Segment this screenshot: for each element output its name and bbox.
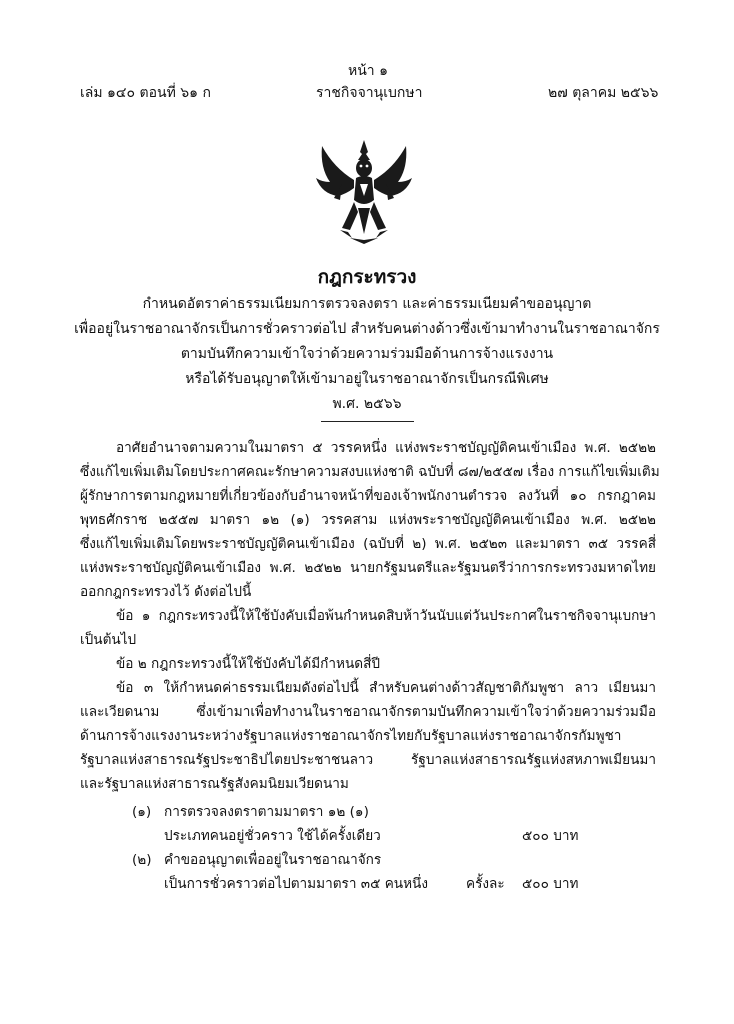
fee-item-per: ครั้งละ xyxy=(466,876,505,892)
clause-1-line: ข้อ ๑ กฎกระทรวงนี้ให้ใช้บังคับเมื่อพ้นกำหนดสิบห้าวันนับแต่วันประกาศในราชกิจจานุเบกษา xyxy=(116,608,656,624)
gazette-name: ราชกิจจานุเบกษา xyxy=(316,85,423,101)
garuda-emblem-icon xyxy=(312,138,416,246)
preamble-line: แห่งพระราชบัญญัติคนเข้าเมือง พ.ศ. ๒๕๒๒ นายกรัฐมนตรีและรัฐมนตรีว่าการกระทรวงมหาดไทย xyxy=(80,560,656,576)
clause-3-line: รัฐบาลแห่งสาธารณรัฐประชาธิปไตยประชาชนลาว รัฐบาลแห่งสาธารณรัฐแห่งสหภาพเมียนมา xyxy=(80,752,656,768)
fee-item-amount: ๕๐๐ บาท xyxy=(522,828,579,844)
preamble-line: ซึ่งแก้ไขเพิ่มเติมโดยพระราชบัญญัติคนเข้าเมือง (ฉบับที่ ๒) พ.ศ. ๒๕๒๓ และมาตรา ๓๕ วรรคสี่ xyxy=(80,536,656,552)
title-divider xyxy=(321,421,414,422)
preamble-line: ซึ่งแก้ไขเพิ่มเติมโดยประกาศคณะรักษาความสงบแห่งชาติ ฉบับที่ ๘๗/๒๕๕๗ เรื่อง การแก้ไขเพิ่มเติม xyxy=(80,464,660,480)
preamble-line: ออกกฎกระทรวงไว้ ดังต่อไปนี้ xyxy=(80,584,252,600)
clause-3-line: ด้านการจ้างแรงงานระหว่างรัฐบาลแห่งราชอาณาจักรไทยกับรัฐบาลแห่งราชอาณาจักรกัมพูชา xyxy=(80,728,622,744)
subtitle-line: ตามบันทึกความเข้าใจว่าด้วยความร่วมมือด้านการจ้างแรงงาน xyxy=(180,346,554,362)
subtitle-line: กำหนดอัตราค่าธรรมเนียมการตรวจลงตรา และค่าธรรมเนียมคำขออนุญาต xyxy=(142,296,592,312)
subtitle-line: เพื่ออยู่ในราชอาณาจักรเป็นการชั่วคราวต่อไป สำหรับคนต่างด้าวซึ่งเข้ามาทำงานในราชอาณาจักร xyxy=(74,321,660,337)
preamble-line: ผู้รักษาการตามกฎหมายที่เกี่ยวข้องกับอำนาจหน้าที่ของเจ้าพนักงานตำรวจ ลงวันที่ ๑๐ กรกฎาคม xyxy=(80,488,656,504)
volume-issue: เล่ม ๑๔๐ ตอนที่ ๖๑ ก xyxy=(80,85,211,101)
fee-item-title: การตรวจลงตราตามมาตรา ๑๒ (๑) xyxy=(164,804,369,820)
subtitle-line: หรือได้รับอนุญาตให้เข้ามาอยู่ในราชอาณาจักรเป็นกรณีพิเศษ xyxy=(185,371,549,387)
clause-3-line: ข้อ ๓ ให้กำหนดค่าธรรมเนียมดังต่อไปนี้ สำหรับคนต่างด้าวสัญชาติกัมพูชา ลาว เมียนมา xyxy=(116,680,656,696)
preamble-line: พุทธศักราช ๒๕๕๗ มาตรา ๑๒ (๑) วรรคสาม แห่งพระราชบัญญัติคนเข้าเมือง พ.ศ. ๒๕๒๒ xyxy=(80,512,656,528)
fee-item-amount: ๕๐๐ บาท xyxy=(522,876,579,892)
clause-3-line: และเวียดนาม ซึ่งเข้ามาเพื่อทำงานในราชอาณาจักรตามบันทึกความเข้าใจว่าด้วยความร่วมมือ xyxy=(80,704,656,720)
clause-2: ข้อ ๒ กฎกระทรวงนี้ให้ใช้บังคับได้มีกำหนดสี่ปี xyxy=(116,656,381,672)
fee-item-title: คำขออนุญาตเพื่ออยู่ในราชอาณาจักร xyxy=(164,852,382,868)
fee-item-number: (๑) xyxy=(132,804,152,820)
page-number: หน้า ๑ xyxy=(348,63,388,79)
fee-item-detail: เป็นการชั่วคราวต่อไปตามมาตรา ๓๕ คนหนึ่ง xyxy=(164,876,428,892)
fee-item-number: (๒) xyxy=(132,852,152,868)
preamble-line: อาศัยอำนาจตามความในมาตรา ๕ วรรคหนึ่ง แห่งพระราชบัญญัติคนเข้าเมือง พ.ศ. ๒๕๒๒ xyxy=(116,440,656,456)
clause-3-line: และรัฐบาลแห่งสาธารณรัฐสังคมนิยมเวียดนาม xyxy=(80,776,349,792)
subtitle-year: พ.ศ. ๒๕๖๖ xyxy=(332,396,402,412)
document-title: กฎกระทรวง xyxy=(317,266,417,288)
fee-item-detail: ประเภทคนอยู่ชั่วคราว ใช้ได้ครั้งเดียว xyxy=(164,828,381,844)
publication-date: ๒๗ ตุลาคม ๒๕๖๖ xyxy=(548,85,659,101)
clause-1-line: เป็นต้นไป xyxy=(80,632,137,648)
